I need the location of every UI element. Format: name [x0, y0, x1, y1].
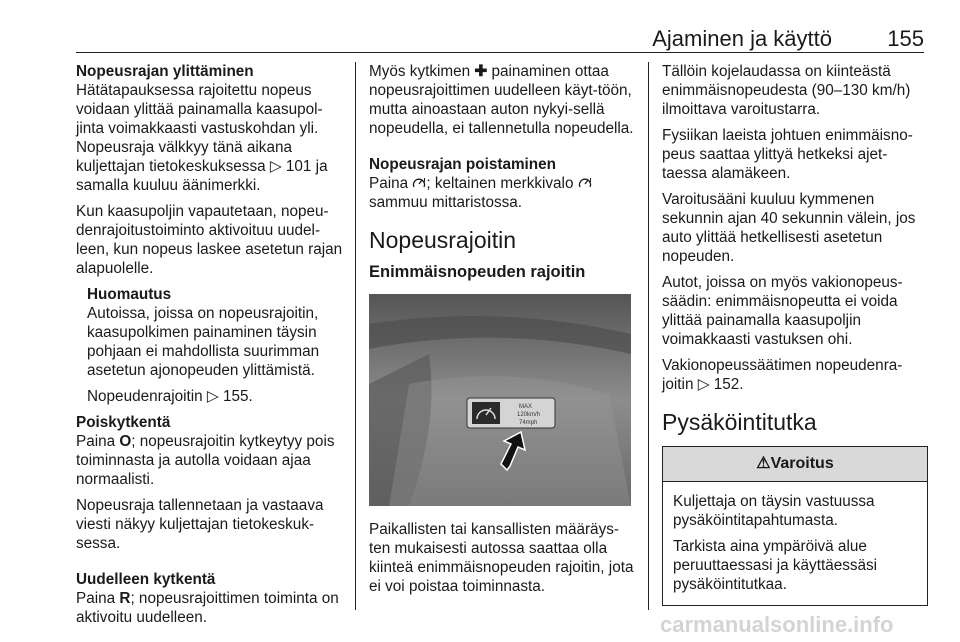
- dashboard-label-photo: [369, 294, 631, 506]
- page-ref-link[interactable]: 155.: [222, 388, 253, 405]
- column-2: [369, 62, 637, 603]
- button-symbol: R: [119, 590, 131, 607]
- paragraph: Kun kaasupoljin vapautetaan, nopeu-denrajoitustoiminto aktivoituu uudel-leen, kun nopeus laskee asetetun rajan alapuolelle.: [76, 203, 343, 277]
- sign-text: MAX: [519, 404, 533, 410]
- paragraph: Vakionopeussäätimen nopeudenra-joitin ▷ 152.: [662, 357, 903, 393]
- speed-limiter-icon: [578, 175, 592, 192]
- paragraph: Autot, joissa on myös vakionopeus-säädin: enimmäisnopeutta ei voida ylittää painamalla kaasupoljin voimakkaasti vastuksen ohi.: [662, 274, 903, 348]
- page-ref-arrow-icon: ▷: [269, 158, 282, 175]
- watermark: carmanualsonline.info: [660, 612, 894, 637]
- heading-switch-off: Poiskytkentä: [76, 414, 171, 431]
- heading-parking-sensor: Pysäköintitutka: [662, 409, 817, 435]
- note-box: [87, 285, 344, 406]
- heading-speed-limiter: Nopeusrajoitin: [369, 227, 517, 253]
- warning-box: [662, 446, 928, 606]
- heading-remove-speed-limit: Nopeusrajan poistaminen: [369, 156, 556, 173]
- note-text: Autoissa, joissa on nopeusrajoitin, kaasupolkimen painaminen täysin pohjaan ei mahdollista suurimman asetetun ajonopeuden ylittämistä.: [87, 305, 320, 379]
- button-symbol: O: [119, 433, 132, 450]
- paragraph: Nopeusraja tallennetaan ja vastaava viesti näkyy kuljettajan tietokeskuk-sessa.: [76, 497, 324, 552]
- note-title: Huomautus: [87, 286, 172, 303]
- warning-text: Kuljettaja on täysin vastuussa pysäköintitapahtumasta.: [673, 493, 875, 529]
- speed-limiter-icon: [412, 175, 426, 192]
- heading-speed-limit-exceeding: Nopeusrajan ylittäminen: [76, 63, 254, 80]
- heading-max-speed-limiter: Enimmäisnopeuden rajoitin: [369, 263, 586, 281]
- paragraph: Varoitusääni kuuluu kymmenen sekunnin ajan 40 sekunnin välein, jos auto ylittää hetkellisesti asetetun nopeuden.: [662, 191, 916, 265]
- column-3: [662, 62, 928, 606]
- plus-button-icon: ✚: [474, 63, 488, 80]
- paragraph: Paina O; nopeusrajoitin kytkeytyy pois toiminnasta ja autolla voidaan ajaa normaalisti.: [76, 433, 335, 488]
- note-reference: Nopeudenrajoitin ▷ 155.: [87, 388, 253, 405]
- paragraph: Paina ; keltainen merkkivalo sammuu mittaristossa.: [369, 174, 637, 212]
- column-divider: [355, 62, 356, 610]
- paragraph: Fysiikan laeista johtuen enimmäisno-peus saattaa ylittyä hetkeksi ajet-taessa alamäkeen.: [662, 127, 913, 182]
- paragraph: Tällöin kojelaudassa on kiinteästä enimmäisnopeudesta (90–130 km/h) ilmoittava varoitustarra.: [662, 63, 911, 118]
- page-ref-link[interactable]: 101: [285, 158, 312, 175]
- warning-title: ⚠Varoitus: [663, 447, 927, 482]
- page-number: 155: [887, 26, 924, 51]
- sign-text: 74mph: [519, 420, 538, 426]
- page-ref-arrow-icon: ▷: [206, 388, 219, 405]
- page-ref-arrow-icon: ▷: [697, 376, 710, 393]
- column-1: [76, 62, 344, 634]
- paragraph: Paikallisten tai kansallisten määräys-ten mukaisesti autossa saattaa olla kiinteä enimmäisnopeuden rajoitin, jota ei voi poistaa toiminnasta.: [369, 521, 634, 595]
- section-title: Ajaminen ja käyttö: [652, 26, 832, 51]
- warning-triangle-icon: ⚠: [756, 455, 771, 472]
- paragraph: Myös kytkimen ✚ painaminen ottaa nopeusrajoittimen uudelleen käyt-töön, mutta ainoastaan auton nykyi-sellä nopeudella, ei tallennetulla nopeudella.: [369, 63, 634, 137]
- page-header: [76, 18, 924, 53]
- warning-text: Tarkista aina ympäröivä alue peruuttaessasi ja käyttäessäsi pysäköintitutkaa.: [673, 538, 878, 593]
- paragraph: Hätätapauksessa rajoitettu nopeus voidaan ylittää painamalla kaasupol-jinta voimakkaasti vastuskohdan yli. Nopeusraja välkkyy tänä aikana kuljettajan tietokeskuksessa ▷ 101 ja samalla kuuluu äänimerkki.: [76, 82, 328, 194]
- column-divider: [648, 62, 649, 610]
- paragraph: Paina R; nopeusrajoittimen toiminta on aktivoitu uudelleen.: [76, 590, 339, 626]
- page-ref-link[interactable]: 152.: [713, 376, 744, 393]
- heading-reactivation: Uudelleen kytkentä: [76, 571, 216, 588]
- sign-text: 120km/h: [517, 412, 541, 418]
